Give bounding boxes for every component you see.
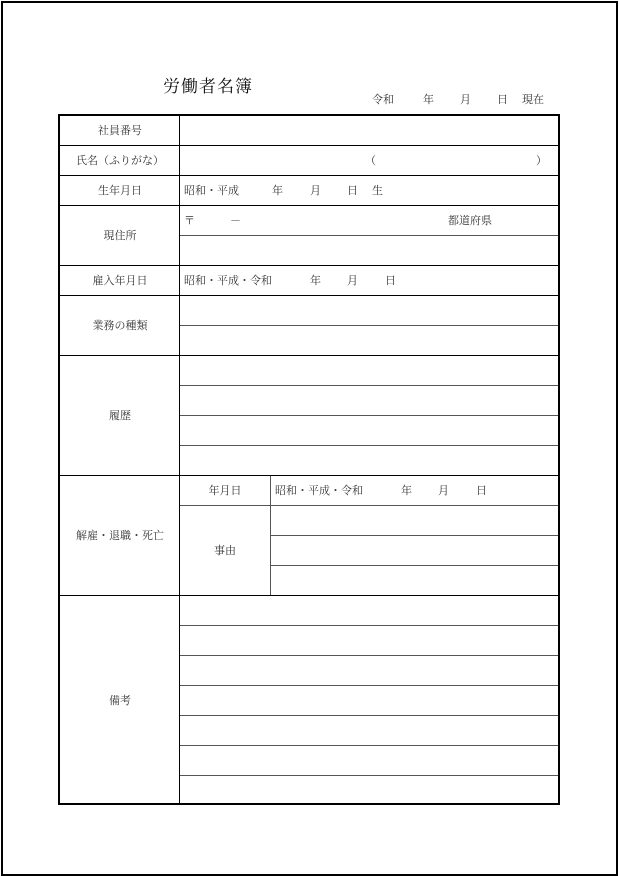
- remarks-line-divider: [180, 655, 558, 656]
- name-close-paren: ）: [536, 154, 547, 167]
- row-separator: [60, 475, 558, 476]
- birth-date-label: 生年月日: [98, 184, 142, 197]
- leave-date-label: 年月日: [208, 484, 242, 497]
- reason-line-divider: [271, 535, 558, 536]
- leave-year-label: 年: [401, 484, 412, 497]
- row-separator: [60, 265, 558, 266]
- history-line-divider: [180, 445, 558, 446]
- job-line-divider: [180, 325, 558, 326]
- hire-year-label: 年: [310, 274, 321, 287]
- remarks-line-divider: [180, 715, 558, 716]
- remarks-line-divider: [180, 685, 558, 686]
- birth-month-label: 月: [310, 184, 321, 197]
- leave-day-label: 日: [476, 484, 487, 497]
- date-suffix: 現在: [522, 93, 544, 106]
- prefecture-label: 都道府県: [448, 214, 492, 227]
- name-open-paren: （: [365, 154, 376, 167]
- history-line-divider: [180, 385, 558, 386]
- leave-month-label: 月: [438, 484, 449, 497]
- remarks-label: 備考: [109, 694, 131, 707]
- worker-register-form: [58, 114, 560, 805]
- hire-day-label: 日: [385, 274, 396, 287]
- remarks-line-divider: [180, 745, 558, 746]
- row-separator: [60, 295, 558, 296]
- history-line-divider: [180, 415, 558, 416]
- hire-eras: 昭和・平成・令和: [184, 274, 272, 287]
- address-line-divider: [180, 235, 558, 236]
- reason-line-divider: [271, 565, 558, 566]
- row-separator: [60, 355, 558, 356]
- hire-month-label: 月: [347, 274, 358, 287]
- date-era: 令和: [372, 93, 394, 106]
- leave-label: 解雇・退職・死亡: [76, 529, 164, 542]
- employee-number-label: 社員番号: [98, 124, 142, 137]
- remarks-line-divider: [180, 625, 558, 626]
- postal-dash: －: [230, 214, 241, 227]
- date-month-label: 月: [460, 93, 471, 106]
- address-label: 現住所: [103, 229, 137, 242]
- leave-date-divider: [180, 505, 558, 506]
- postal-mark: 〒: [184, 214, 195, 227]
- birth-suffix: 生: [372, 184, 383, 197]
- remarks-line-divider: [180, 775, 558, 776]
- hire-date-label: 雇入年月日: [92, 274, 148, 287]
- birth-year-label: 年: [272, 184, 283, 197]
- birth-day-label: 日: [347, 184, 358, 197]
- date-year-label: 年: [423, 93, 434, 106]
- page-title: 労働者名簿: [163, 77, 253, 97]
- history-label: 履歴: [109, 409, 131, 422]
- name-label: 氏名（ふりがな）: [76, 154, 164, 167]
- row-separator: [60, 205, 558, 206]
- row-separator: [60, 175, 558, 176]
- row-separator: [60, 145, 558, 146]
- leave-eras: 昭和・平成・令和: [275, 484, 363, 497]
- row-separator: [60, 595, 558, 596]
- date-day-label: 日: [497, 93, 508, 106]
- job-type-label: 業務の種類: [92, 319, 148, 332]
- birth-eras: 昭和・平成: [184, 184, 239, 197]
- leave-subcolumn-divider: [270, 476, 271, 596]
- label-column-divider: [179, 116, 180, 803]
- leave-reason-label: 事由: [214, 544, 236, 557]
